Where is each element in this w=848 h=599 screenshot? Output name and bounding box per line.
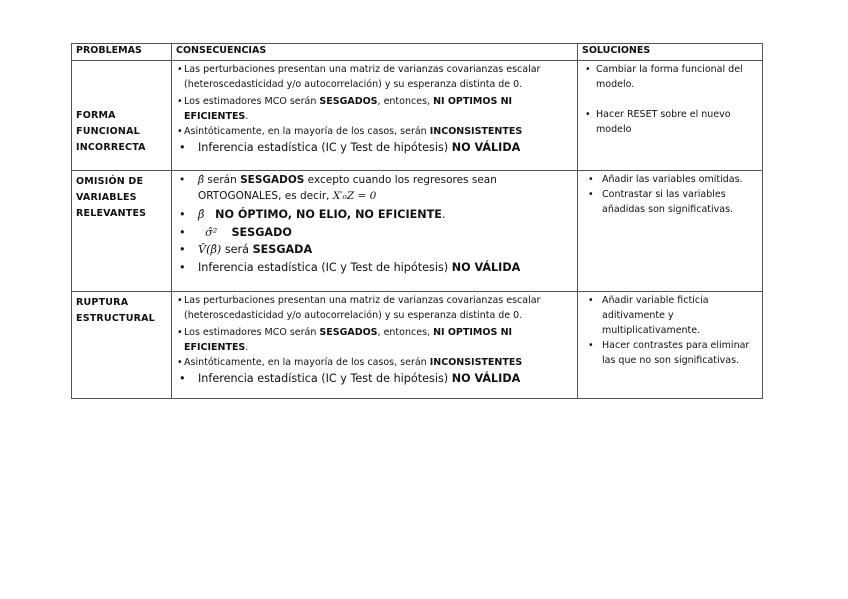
list-item xyxy=(176,94,573,124)
list-item: • Hacer contrastes para eliminar las que no son significativas. xyxy=(582,338,758,368)
bold-text: SESGADOS xyxy=(319,327,378,338)
problem-cell xyxy=(72,292,172,399)
problem-cell xyxy=(72,61,172,171)
header-row xyxy=(72,44,763,61)
list-item: • Añadir variable ficticia aditivamente y multiplicativamente. xyxy=(582,293,758,338)
text: (heteroscedasticidad y/o autocorrelación) y su esperanza distinta de 0. xyxy=(184,79,523,90)
text: Las perturbaciones presentan una matriz de varianzas covarianzas escalar xyxy=(184,64,541,75)
list-item xyxy=(176,172,573,204)
header-consecuencias: CONSECUENCIAS xyxy=(172,44,578,61)
table-row xyxy=(72,61,763,171)
list-item: • Cambiar la forma funcional del modelo. xyxy=(582,62,758,92)
text: Las perturbaciones presentan una matriz de varianzas covarianzas escalar xyxy=(184,295,541,306)
solutions-cell xyxy=(578,171,763,292)
bold-text: SESGADA xyxy=(252,243,313,256)
list-item: • Hacer RESET sobre el nuevo modelo xyxy=(582,107,758,137)
bold-text: INCONSISTENTES xyxy=(429,126,523,137)
text: Los estimadores MCO serán xyxy=(184,327,320,338)
list-item xyxy=(176,241,573,259)
text: . xyxy=(245,111,249,122)
header-problemas: PROBLEMAS xyxy=(72,44,172,61)
list-item xyxy=(176,62,573,92)
list-item xyxy=(176,355,573,370)
text: (heteroscedasticidad y/o autocorrelación) y su esperanza distinta de 0. xyxy=(184,310,523,321)
text: Inferencia estadística (IC y Test de hipótesis) xyxy=(198,141,452,154)
list-item xyxy=(176,206,573,224)
problem-line: OMISIÓN DE xyxy=(76,176,144,187)
beta-hat-symbol: β̂ xyxy=(198,208,205,221)
header-soluciones: SOLUCIONES xyxy=(578,44,763,61)
consequences-cell xyxy=(172,292,578,399)
consequences-cell xyxy=(172,171,578,292)
problem-line: ESTRUCTURAL xyxy=(76,313,155,324)
list-item: • Añadir las variables omitidas. xyxy=(582,172,758,187)
problem-line: INCORRECTA xyxy=(76,142,146,153)
list-item xyxy=(176,325,573,355)
problem-cell xyxy=(72,171,172,292)
text: Inferencia estadística (IC y Test de hipótesis) xyxy=(198,372,452,385)
bold-text: NI OPTIMOS NI EFICIENTES xyxy=(184,96,513,122)
table-row xyxy=(72,171,763,292)
text: , entonces, xyxy=(377,96,434,107)
problem-line: FORMA xyxy=(76,110,116,121)
bold-text: NO VÁLIDA xyxy=(451,372,521,385)
problem-line: FUNCIONAL xyxy=(76,126,140,137)
bold-text: SESGADO xyxy=(231,225,292,239)
list-item xyxy=(176,139,573,157)
list-item: • Contrastar si las variables añadidas son significativas. xyxy=(582,187,758,217)
text: serán xyxy=(204,174,241,186)
list-item xyxy=(176,293,573,323)
text: . xyxy=(441,208,446,221)
bold-text: NO VÁLIDA xyxy=(451,260,521,274)
solutions-cell xyxy=(578,292,763,399)
bold-text: NI OPTIMOS NI EFICIENTES xyxy=(184,327,513,353)
text: . xyxy=(245,342,249,353)
sigma-hat-symbol: σ̂² xyxy=(205,225,218,239)
list-item xyxy=(176,259,573,277)
problems-table xyxy=(71,43,763,399)
bold-text: NO ÓPTIMO, NO ELIO, NO EFICIENTE xyxy=(215,208,442,221)
list-item xyxy=(176,224,573,242)
variance-symbol: V̂(β̂) xyxy=(198,243,222,256)
bold-text: SESGADOS xyxy=(319,96,378,107)
text: excepto cuando los regresores sean ORTOGONALES, es decir, xyxy=(198,174,497,202)
text: , entonces, xyxy=(377,327,434,338)
solutions-cell xyxy=(578,61,763,171)
text: Los estimadores MCO serán xyxy=(184,96,320,107)
beta-hat-symbol: β̂ xyxy=(198,174,205,186)
text: será xyxy=(221,243,253,256)
table-row xyxy=(72,292,763,399)
problem-line: RELEVANTES xyxy=(76,208,147,219)
text: Asintóticamente, en la mayoría de los casos, serán xyxy=(184,357,430,368)
consequences-cell xyxy=(172,61,578,171)
text: Asintóticamente, en la mayoría de los casos, serán xyxy=(184,126,430,137)
bold-text: NO VÁLIDA xyxy=(451,141,521,154)
text: Inferencia estadística (IC y Test de hipótesis) xyxy=(198,260,452,274)
bold-text: INCONSISTENTES xyxy=(429,357,523,368)
problem-line: RUPTURA xyxy=(76,297,129,308)
list-item xyxy=(176,124,573,139)
problem-line: VARIABLES xyxy=(76,192,137,203)
math-expression: X′₀Z = 0 xyxy=(332,190,377,202)
bold-text: SESGADOS xyxy=(240,174,305,186)
list-item xyxy=(176,370,573,388)
